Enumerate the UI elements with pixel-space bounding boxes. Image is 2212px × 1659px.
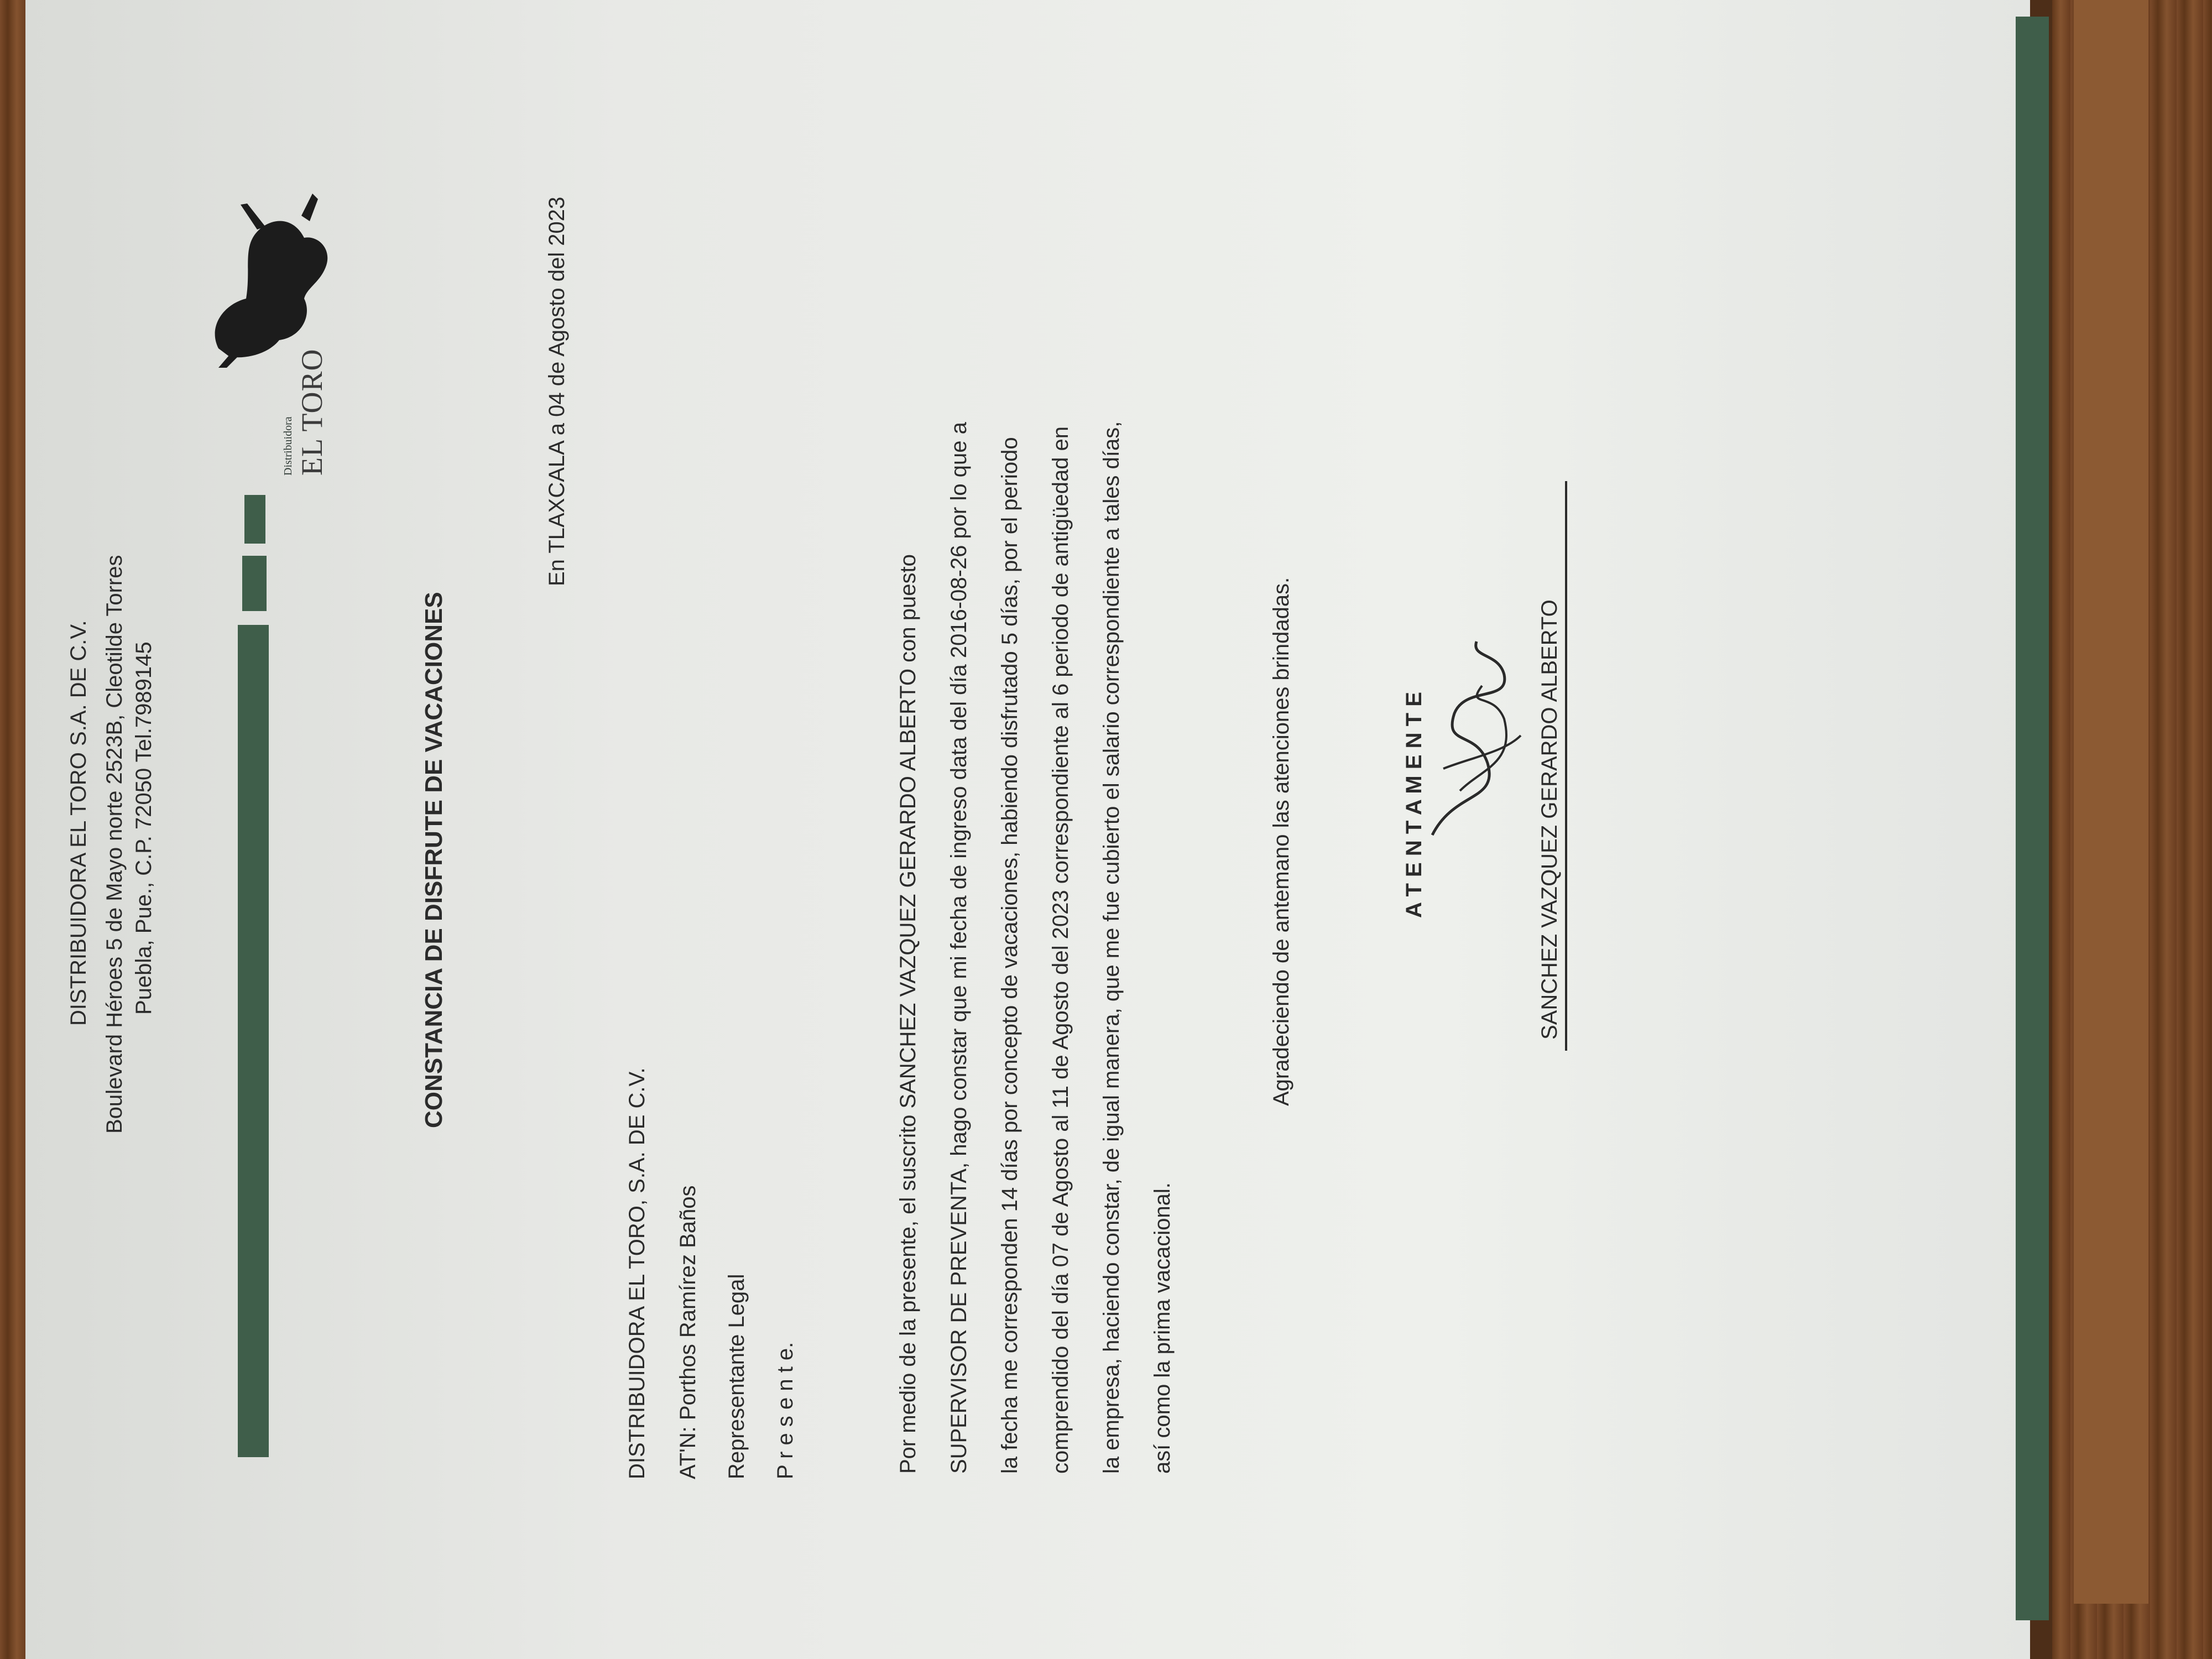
signature-line <box>1565 481 1567 1051</box>
header-green-dash-2 <box>244 495 265 544</box>
body-line-1: Por medio de la presente, el suscrito SANCHEZ VAZQUEZ GERARDO ALBERTO con puesto <box>896 554 920 1474</box>
handwritten-signature <box>1421 625 1532 857</box>
body-line-4: comprendido del día 07 de Agosto al 11 de Agosto del 2023 correspondiente al 6 periodo de antigüedad en <box>1048 426 1073 1474</box>
thanks-line: Agradeciendo de antemano las atenciones brindadas. <box>1269 577 1293 1106</box>
signer-name: SANCHEZ VAZQUEZ GERARDO ALBERTO <box>1537 599 1562 1040</box>
body-line-3: la fecha me corresponden 14 días por concepto de vacaciones, habiendo disfrutado 5 días, por el periodo <box>998 437 1022 1474</box>
brand-name: EL TORO <box>295 348 328 476</box>
document-title: CONSTANCIA DE DISFRUTE DE VACACIONES <box>420 592 447 1128</box>
place-date: En TLAXCALA a 04 de Agosto del 2023 <box>545 196 569 586</box>
recipient-presente: P r e s e n t e. <box>773 1342 797 1479</box>
body-line-5: la empresa, haciendo constar, de igual manera, que me fue cubierto el salario correspondiente a tales días, <box>1099 421 1124 1474</box>
company-address: Boulevard Héroes 5 de Mayo norte 2523B, Cleotilde Torres <box>102 555 127 1134</box>
body-line-6: así como la prima vacacional. <box>1150 1182 1175 1474</box>
header-green-bar <box>238 625 269 1457</box>
footer-brown-bar <box>2074 0 2148 1604</box>
company-city-phone: Puebla, Pue., C.P. 72050 Tel.7989145 <box>132 641 156 1015</box>
closing-atentamente: A T E N T A M E N T E <box>1402 692 1426 918</box>
recipient-role: Representante Legal <box>724 1274 749 1479</box>
brand-logo <box>282 348 329 476</box>
recipient-attn: AT'N: Porthos Ramírez Baños <box>676 1185 700 1479</box>
header-green-dash-1 <box>242 556 267 611</box>
bull-logo-icon <box>185 182 340 371</box>
brand-small-text: Distribuidora <box>282 416 294 476</box>
company-name: DISTRIBUIDORA EL TORO S.A. DE C.V. <box>66 620 91 1026</box>
recipient-company: DISTRIBUIDORA EL TORO, S.A. DE C.V. <box>625 1067 649 1479</box>
footer-green-bar <box>2016 17 2049 1620</box>
body-line-2: SUPERVISOR DE PREVENTA, hago constar que mi fecha de ingreso data del día 2016-08-26 por lo que a <box>947 422 971 1474</box>
